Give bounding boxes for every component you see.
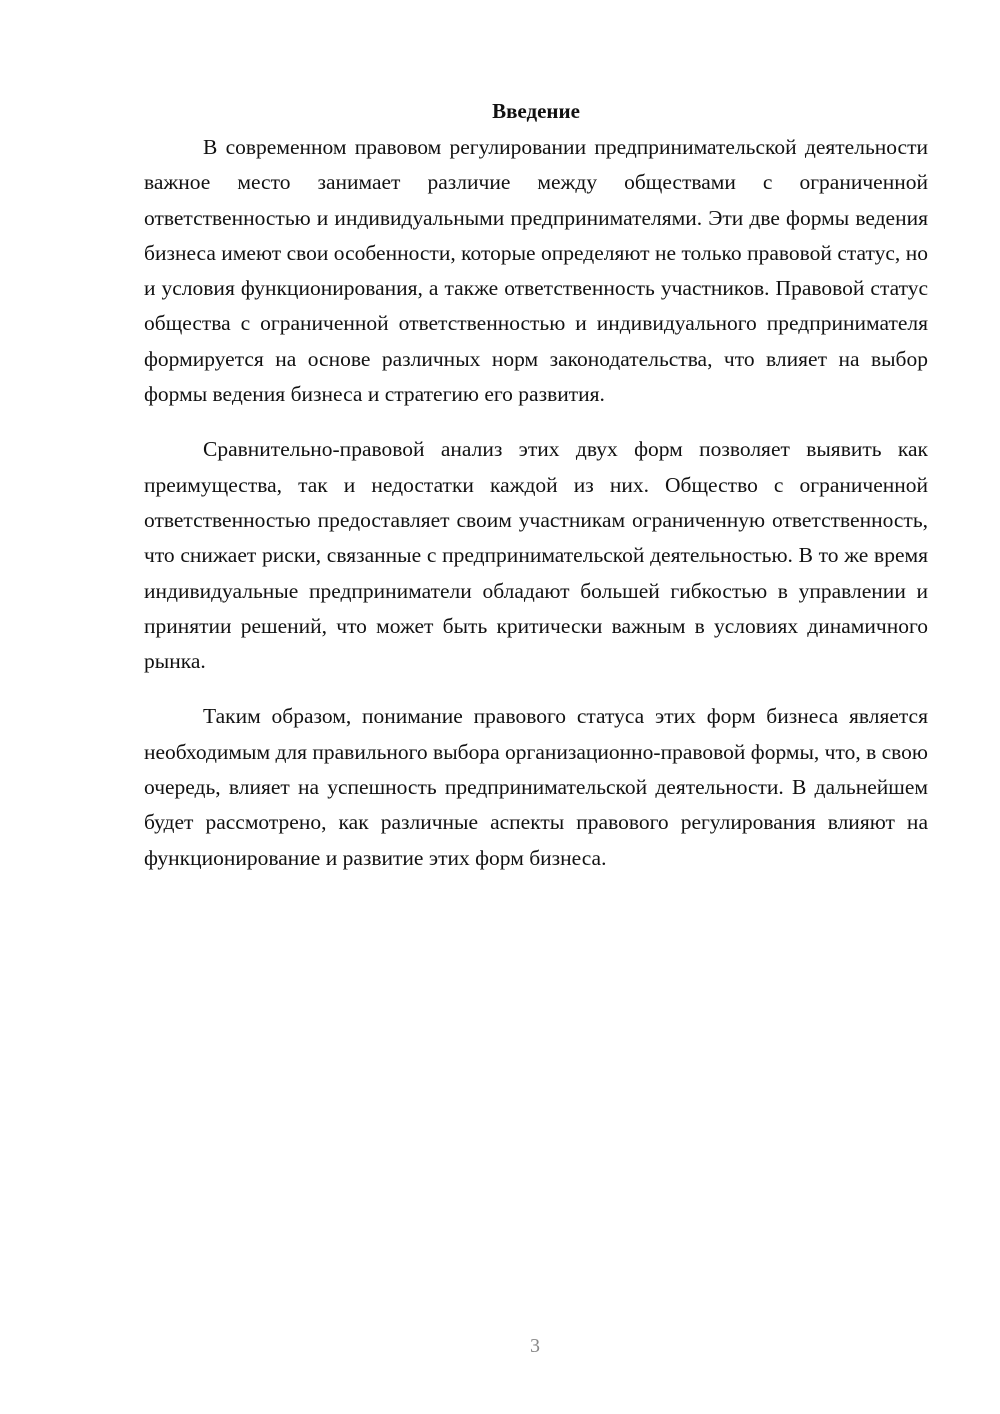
paragraph-3: Таким образом, понимание правового статуса этих форм бизнеса является необходимым для правильного выбора организационно-правовой формы, что, в свою очередь, влияет на успешность предпринимательской деятельности. В дальнейшем будет рассмотрено, как различные аспекты правового регулирования влияют на функционирование и развитие этих форм бизнеса. [144,704,928,870]
paragraph-1: В современном правовом регулировании предпринимательской деятельности важное место занимает различие между обществами с ограниченной ответственностью и индивидуальными предпринимателями. Эти две формы ведения бизнеса имеют свои особенности, которые определяют не только правовой статус, но и условия функционирования, а также ответственность участников. Правовой статус общества с ограниченной ответственностью и индивидуального предпринимателя формируется на основе различных норм законодательства, что влияет на выбор формы ведения бизнеса и стратегию его развития. [144,135,928,407]
page-number: 3 [530,1335,540,1357]
section-title: Введение [492,99,580,123]
paragraph-2: Сравнительно-правовой анализ этих двух форм позволяет выявить как преимущества, так и недостатки каждой из них. Общество с ограниченной ответственностью предоставляет своим участникам ограниченную ответственность, что снижает риски, связанные с предпринимательской деятельностью. В то же время индивидуальные предприниматели обладают большей гибкостью в управлении и принятии решений, что может быть критически важным в условиях динамичного рынка. [144,437,928,674]
page-content [144,96,928,896]
